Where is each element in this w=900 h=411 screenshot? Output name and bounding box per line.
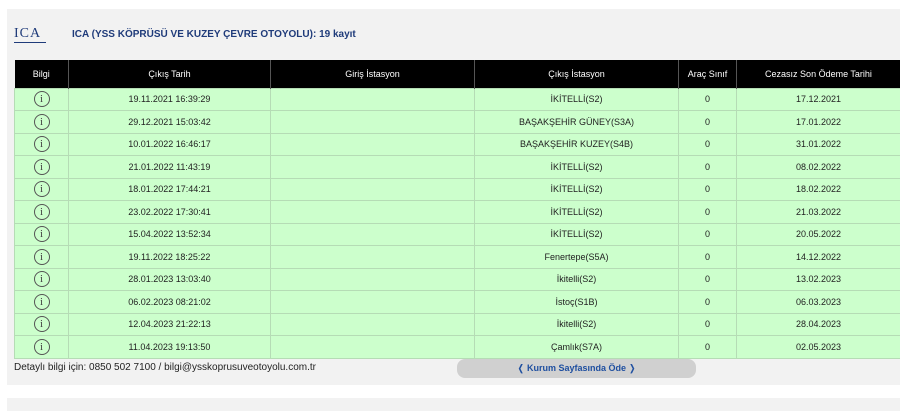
table-row <box>15 111 900 134</box>
exit-date-cell: 19.11.2022 18:25:22 <box>69 246 271 269</box>
ica-logo: ICA <box>14 26 54 42</box>
entry-station-cell <box>271 111 475 134</box>
due-date-cell: 14.12.2022 <box>737 246 900 269</box>
table-row <box>15 133 900 156</box>
vehicle-class-cell: 0 <box>679 291 737 314</box>
vehicle-class-cell: 0 <box>679 178 737 201</box>
vehicle-class-cell: 0 <box>679 223 737 246</box>
info-cell <box>15 133 69 156</box>
pay-on-institution-page-button[interactable]: ❬ Kurum Sayfasında Öde ❭ <box>457 359 696 378</box>
vehicle-class-cell: 0 <box>679 313 737 336</box>
entry-station-cell <box>271 246 475 269</box>
entry-station-cell <box>271 313 475 336</box>
entry-station-cell <box>271 336 475 359</box>
info-cell <box>15 246 69 269</box>
exit-station-cell: İKİTELLİ(S2) <box>475 223 679 246</box>
entry-station-cell <box>271 268 475 291</box>
contact-info: Detaylı bilgi için: 0850 502 7100 / bilgi@ysskoprusuveotoyolu.com.tr <box>14 362 316 373</box>
col-header-son-odeme-tarihi: Cezasız Son Ödeme Tarihi <box>737 60 900 88</box>
due-date-cell: 17.12.2021 <box>737 88 900 111</box>
entry-station-cell <box>271 291 475 314</box>
exit-date-cell: 15.04.2022 13:52:34 <box>69 223 271 246</box>
exit-date-cell: 28.01.2023 13:03:40 <box>69 268 271 291</box>
entry-station-cell <box>271 223 475 246</box>
exit-station-cell: Çamlık(S7A) <box>475 336 679 359</box>
exit-station-cell: İstoç(S1B) <box>475 291 679 314</box>
info-circle-icon[interactable]: i <box>34 204 50 220</box>
table-header-row <box>15 60 900 88</box>
info-cell <box>15 111 69 134</box>
info-circle-icon[interactable]: i <box>34 339 50 355</box>
info-circle-icon[interactable]: i <box>34 294 50 310</box>
info-circle-icon[interactable]: i <box>34 181 50 197</box>
info-cell <box>15 88 69 111</box>
exit-station-cell: Fenertepe(S5A) <box>475 246 679 269</box>
exit-date-cell: 18.01.2022 17:44:21 <box>69 178 271 201</box>
entry-station-cell <box>271 178 475 201</box>
table-row <box>15 336 900 359</box>
table-row <box>15 246 900 269</box>
vehicle-class-cell: 0 <box>679 88 737 111</box>
due-date-cell: 20.05.2022 <box>737 223 900 246</box>
table-row <box>15 156 900 179</box>
exit-station-cell: BAŞAKŞEHİR KUZEY(S4B) <box>475 133 679 156</box>
table-row <box>15 201 900 224</box>
info-circle-icon[interactable]: i <box>34 271 50 287</box>
result-header <box>14 19 356 49</box>
entry-station-cell <box>271 88 475 111</box>
info-circle-icon[interactable]: i <box>34 136 50 152</box>
table-row <box>15 178 900 201</box>
due-date-cell: 02.05.2023 <box>737 336 900 359</box>
due-date-cell: 08.02.2022 <box>737 156 900 179</box>
col-header-cikis-istasyon: Çıkış İstasyon <box>475 60 679 88</box>
vehicle-class-cell: 0 <box>679 156 737 179</box>
info-circle-icon[interactable]: i <box>34 249 50 265</box>
due-date-cell: 13.02.2023 <box>737 268 900 291</box>
table-row <box>15 313 900 336</box>
due-date-cell: 17.01.2022 <box>737 111 900 134</box>
table-row <box>15 223 900 246</box>
table-row <box>15 88 900 111</box>
entry-station-cell <box>271 201 475 224</box>
toll-table <box>14 60 900 359</box>
exit-date-cell: 21.01.2022 11:43:19 <box>69 156 271 179</box>
table-row <box>15 291 900 314</box>
due-date-cell: 21.03.2022 <box>737 201 900 224</box>
exit-station-cell: İKİTELLİ(S2) <box>475 201 679 224</box>
col-header-cikis-tarih: Çıkış Tarih <box>69 60 271 88</box>
exit-date-cell: 19.11.2021 16:39:29 <box>69 88 271 111</box>
entry-station-cell <box>271 156 475 179</box>
info-cell <box>15 201 69 224</box>
exit-station-cell: İkitelli(S2) <box>475 268 679 291</box>
exit-date-cell: 29.12.2021 15:03:42 <box>69 111 271 134</box>
info-cell <box>15 156 69 179</box>
exit-date-cell: 23.02.2022 17:30:41 <box>69 201 271 224</box>
table-row <box>15 268 900 291</box>
info-circle-icon[interactable]: i <box>34 316 50 332</box>
info-circle-icon[interactable]: i <box>34 159 50 175</box>
exit-station-cell: İKİTELLİ(S2) <box>475 156 679 179</box>
info-cell <box>15 336 69 359</box>
info-cell <box>15 313 69 336</box>
vehicle-class-cell: 0 <box>679 246 737 269</box>
exit-date-cell: 10.01.2022 16:46:17 <box>69 133 271 156</box>
vehicle-class-cell: 0 <box>679 201 737 224</box>
bottom-panel <box>7 398 900 411</box>
vehicle-class-cell: 0 <box>679 268 737 291</box>
due-date-cell: 18.02.2022 <box>737 178 900 201</box>
exit-station-cell: İkitelli(S2) <box>475 313 679 336</box>
vehicle-class-cell: 0 <box>679 133 737 156</box>
due-date-cell: 31.01.2022 <box>737 133 900 156</box>
info-circle-icon[interactable]: i <box>34 114 50 130</box>
exit-station-cell: İKİTELLİ(S2) <box>475 88 679 111</box>
col-header-giris-istasyon: Giriş İstasyon <box>271 60 475 88</box>
result-title: ICA (YSS KÖPRÜSÜ VE KUZEY ÇEVRE OTOYOLU): 19 kayıt <box>72 28 356 40</box>
info-cell <box>15 178 69 201</box>
info-cell <box>15 268 69 291</box>
exit-date-cell: 11.04.2023 19:13:50 <box>69 336 271 359</box>
col-header-arac-sinif: Araç Sınıf <box>679 60 737 88</box>
exit-date-cell: 06.02.2023 08:21:02 <box>69 291 271 314</box>
due-date-cell: 28.04.2023 <box>737 313 900 336</box>
info-circle-icon[interactable]: i <box>34 226 50 242</box>
entry-station-cell <box>271 133 475 156</box>
col-header-bilgi: Bilgi <box>15 60 69 88</box>
due-date-cell: 06.03.2023 <box>737 291 900 314</box>
exit-station-cell: İKİTELLİ(S2) <box>475 178 679 201</box>
info-circle-icon[interactable]: i <box>34 91 50 107</box>
vehicle-class-cell: 0 <box>679 336 737 359</box>
info-cell <box>15 291 69 314</box>
exit-date-cell: 12.04.2023 21:22:13 <box>69 313 271 336</box>
exit-station-cell: BAŞAKŞEHİR GÜNEY(S3A) <box>475 111 679 134</box>
info-cell <box>15 223 69 246</box>
vehicle-class-cell: 0 <box>679 111 737 134</box>
